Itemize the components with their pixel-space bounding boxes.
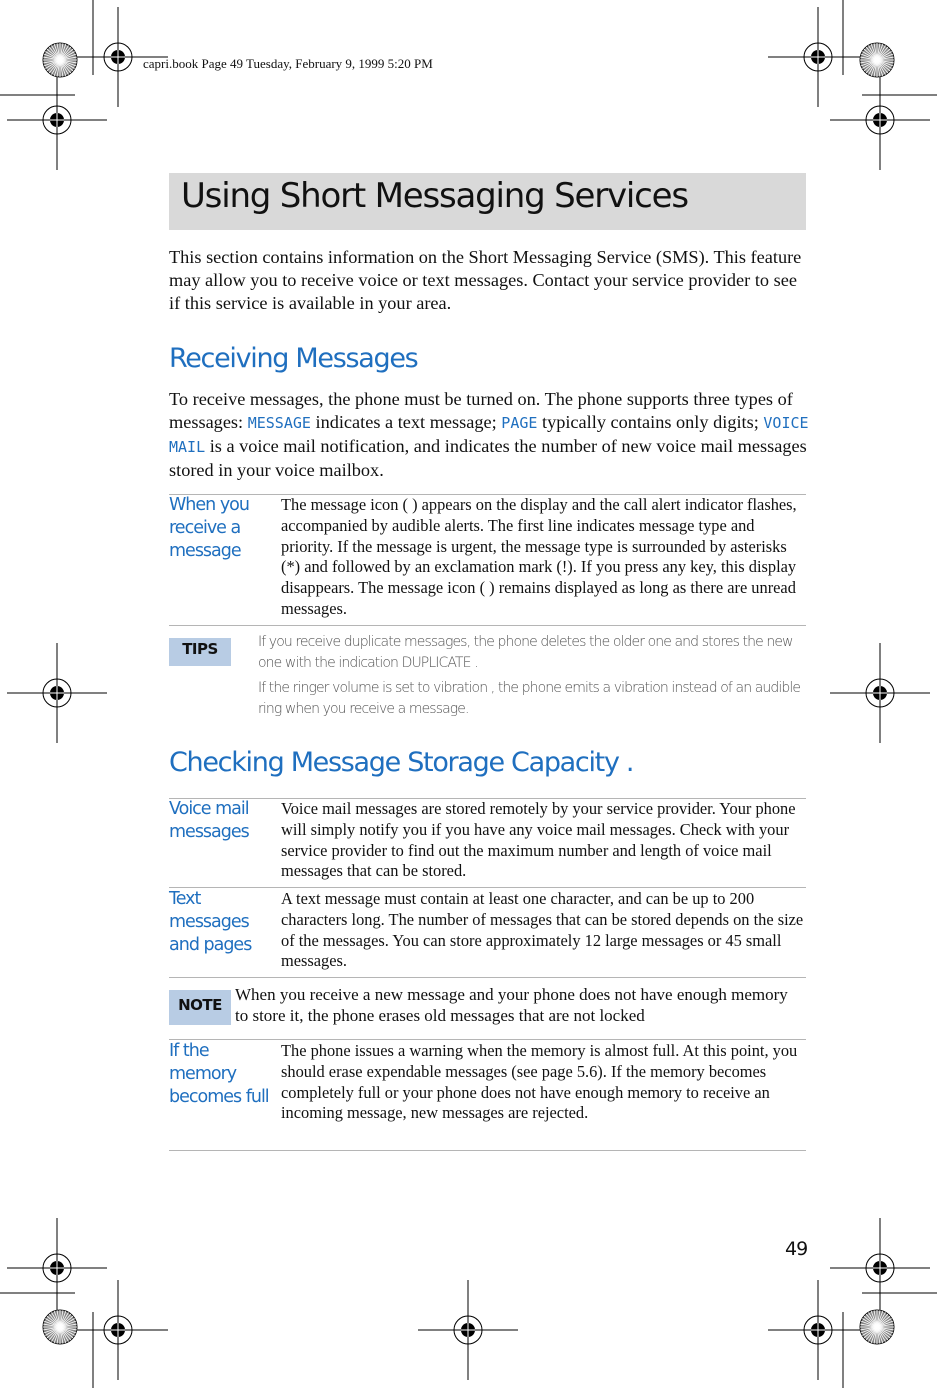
divider [169, 625, 806, 626]
term-voicemail: VOICE MAIL [169, 414, 809, 456]
row-text-voicemail: Voice mail messages are stored remotely by your service provider. Your phone will simply notify you if you have any voice mail messages. Check with your service provider to find out the maximum number and length of voice mail messages that can be stored. [281, 799, 796, 881]
row-text-text: A text message must contain at least one character, and can be up to 200 characters long. The number of messages that can be stored depends on the size of the messages. You can store approximately 12 large messages or 45 small messages. [281, 889, 804, 971]
divider [169, 1150, 806, 1151]
note-badge: NOTE [169, 990, 231, 1025]
tip-item: If the ringer volume is set to vibration , the phone emits a vibration instead of an audible ring when you receive a message. [258, 680, 801, 717]
receiving-paragraph [169, 388, 809, 482]
print-header: capri.book Page 49 Tuesday, February 9, 1999 5:20 PM [143, 56, 433, 71]
text: is a voice mail notification, and indicates the number of new voice mail messages stored in your voice mailbox. [169, 436, 807, 480]
receiving-heading: Receiving Messages [169, 343, 418, 374]
row-text-receive: The message icon ( ) appears on the display and the call alert indicator flashes, accompanied by audible alerts. The first line indicates message type and priority. If the message is urgent, the message type is surrounded by asterisks (*) and followed by an exclamation mark (!). If you press any key, this display disappears. The message icon ( ) remains displayed as long as there are unread messages. [281, 495, 797, 618]
row-label-text: Text messages and pages [169, 889, 252, 955]
intro-paragraph: This section contains information on the Short Messaging Service (SMS). This feature may allow you to receive voice or text messages. Contact your service provider to see if this service is available in your area. [169, 247, 802, 313]
term-page: PAGE [501, 414, 538, 432]
tips-list [258, 632, 808, 724]
page-title: Using Short Messaging Services [181, 176, 688, 216]
tips-badge: TIPS [169, 638, 231, 666]
row-label-voicemail: Voice mail messages [169, 799, 249, 842]
divider [169, 977, 806, 978]
page-number: 49 [785, 1238, 808, 1260]
capacity-heading: Checking Message Storage Capacity . [169, 747, 634, 778]
row-label-memory: If the memory becomes full [169, 1041, 269, 1107]
row-text-memory: The phone issues a warning when the memory is almost full. At this point, you should erase expendable messages (see page 5.6). If the memory becomes completely full or your phone does not have enough memory to receive an incoming message, new messages are rejected. [281, 1041, 798, 1123]
term-message: MESSAGE [247, 414, 311, 432]
note-text: When you receive a new message and your phone does not have enough memory to store it, the phone erases old messages that are not locked [235, 985, 788, 1025]
text: typically contains only digits; [537, 412, 764, 432]
text: To receive messages, the phone must be turned on. The phone supports three types of messages: [169, 389, 793, 432]
tip-item: If you receive duplicate messages, the phone deletes the older one and stores the new one with the indication DUPLICATE . [258, 634, 793, 671]
row-label-receive: When you receive a message [169, 495, 249, 561]
text: indicates a text message; [310, 412, 502, 432]
